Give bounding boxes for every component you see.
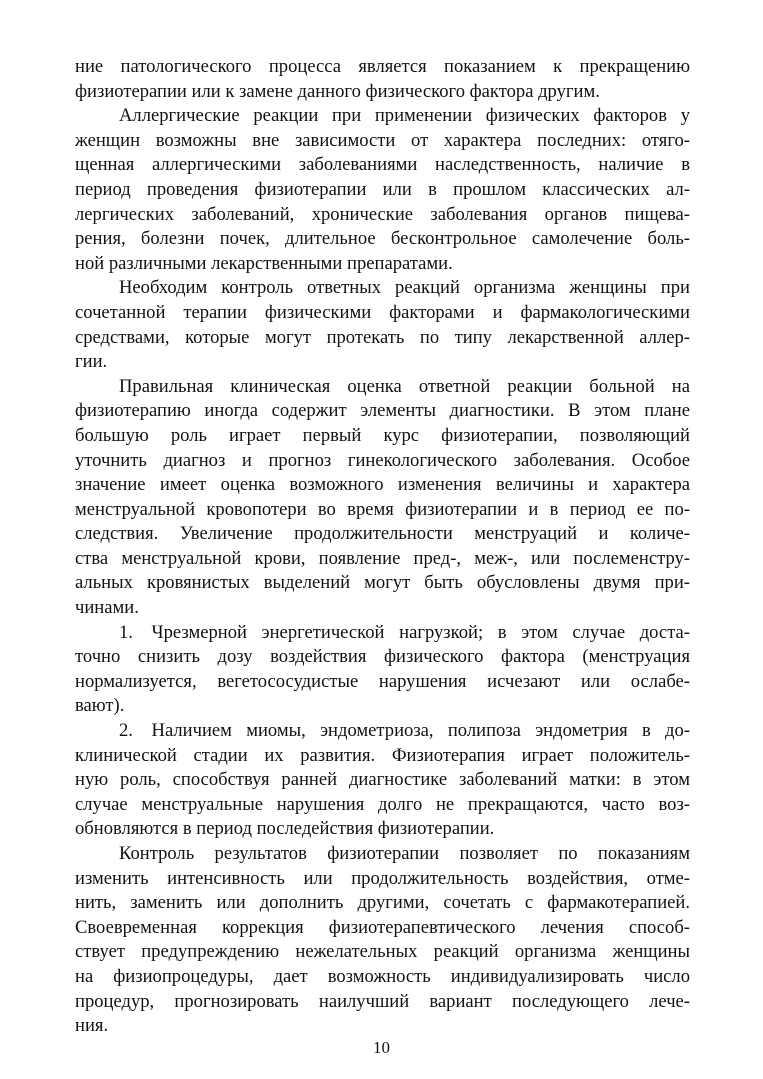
text-line: физиотерапию иногда содержит элементы диагностики. В этом плане <box>75 400 690 422</box>
text-line: женщин возможны вне зависимости от характера последних: отяго- <box>75 129 690 151</box>
text-line: ствует предупреждению нежелательных реакций организма женщины <box>75 941 690 963</box>
text-line: гии. <box>75 351 108 373</box>
text-line: физиотерапии или к замене данного физического фактора другим. <box>75 80 600 102</box>
text-line: Правильная клиническая оценка ответной реакции больной на <box>119 375 690 397</box>
text-line: ние патологического процесса является показанием к прекращению <box>75 56 690 77</box>
text-line: ства менструальной крови, появление пред-, меж-, или послеменстру- <box>75 547 690 569</box>
paragraph <box>75 842 690 1039</box>
paragraph <box>75 276 690 374</box>
text-line: уточнить диагноз и прогноз гинекологического заболевания. Особое <box>75 449 690 471</box>
text-line: период проведения физиотерапии или в прошлом классических ал- <box>75 178 690 200</box>
text-line: клинической стадии их развития. Физиотерапия играет положитель- <box>75 744 690 766</box>
text-line: нить, заменить или дополнить другими, сочетать с фармакотерапией. <box>75 892 690 914</box>
text-line: Аллергические реакции при применении физических факторов у <box>119 105 690 127</box>
text-line: менструальной кровопотери во время физиотерапии и в период ее по- <box>75 498 690 520</box>
text-line: большую роль играет первый курс физиотерапии, позволяющий <box>75 424 690 446</box>
numbered-item <box>75 621 690 719</box>
text-line: чинами. <box>75 597 139 619</box>
text-line: альных кровянистых выделений могут быть обусловлены двумя при- <box>75 572 690 594</box>
text-line: следствия. Увеличение продолжительности менструаций и количе- <box>75 523 690 545</box>
paragraph <box>75 104 690 276</box>
text-line: лергических заболеваний, хронические заболевания органов пищева- <box>75 203 690 225</box>
text-line: точно снизить дозу воздействия физического фактора (менструация <box>75 646 690 668</box>
text-line: значение имеет оценка возможного изменения величины и характера <box>75 474 690 496</box>
text-line: средствами, которые могут протекать по типу лекарственной аллер- <box>75 326 690 348</box>
text-line: 1. Чрезмерной энергетической нагрузкой; в этом случае доста- <box>119 621 690 643</box>
text-line: Своевременная коррекция физиотерапевтического лечения способ- <box>75 916 690 938</box>
text-line: ной различными лекарственными препаратами. <box>75 252 453 274</box>
page-number: 10 <box>373 1038 390 1057</box>
paragraph <box>75 375 690 621</box>
text-line: вают). <box>75 695 125 717</box>
text-line: ную роль, способствуя ранней диагностике заболеваний матки: в этом <box>75 769 690 791</box>
text-line: случае менструальные нарушения долго не прекращаются, часто воз- <box>75 793 690 815</box>
text-line: Необходим контроль ответных реакций организма женщины при <box>119 277 690 299</box>
text-line: нормализуется, вегетососудистые нарушения исчезают или ослабе- <box>75 670 690 692</box>
text-line: процедур, прогнозировать наилучший вариант последующего лече- <box>75 990 690 1012</box>
text-line: обновляются в период последействия физиотерапии. <box>75 818 495 840</box>
text-line: щенная аллергическими заболеваниями наследственность, наличие в <box>75 154 690 176</box>
text-line: сочетанной терапии физическими факторами и фармакологическими <box>75 301 690 323</box>
numbered-item <box>75 719 690 842</box>
text-line: на физиопроцедуры, дает возможность индивидуализировать число <box>75 965 690 987</box>
text-line: 2. Наличием миомы, эндометриоза, полипоза эндометрия в до- <box>119 720 690 742</box>
text-line: рения, болезни почек, длительное бесконтрольное самолечение боль- <box>75 228 690 250</box>
page-body <box>75 55 690 1039</box>
text-line: изменить интенсивность или продолжительность воздействия, отме- <box>75 867 690 889</box>
text-line: ния. <box>75 1015 109 1037</box>
text-line: Контроль результатов физиотерапии позволяет по показаниям <box>119 843 690 864</box>
paragraph <box>75 55 690 104</box>
